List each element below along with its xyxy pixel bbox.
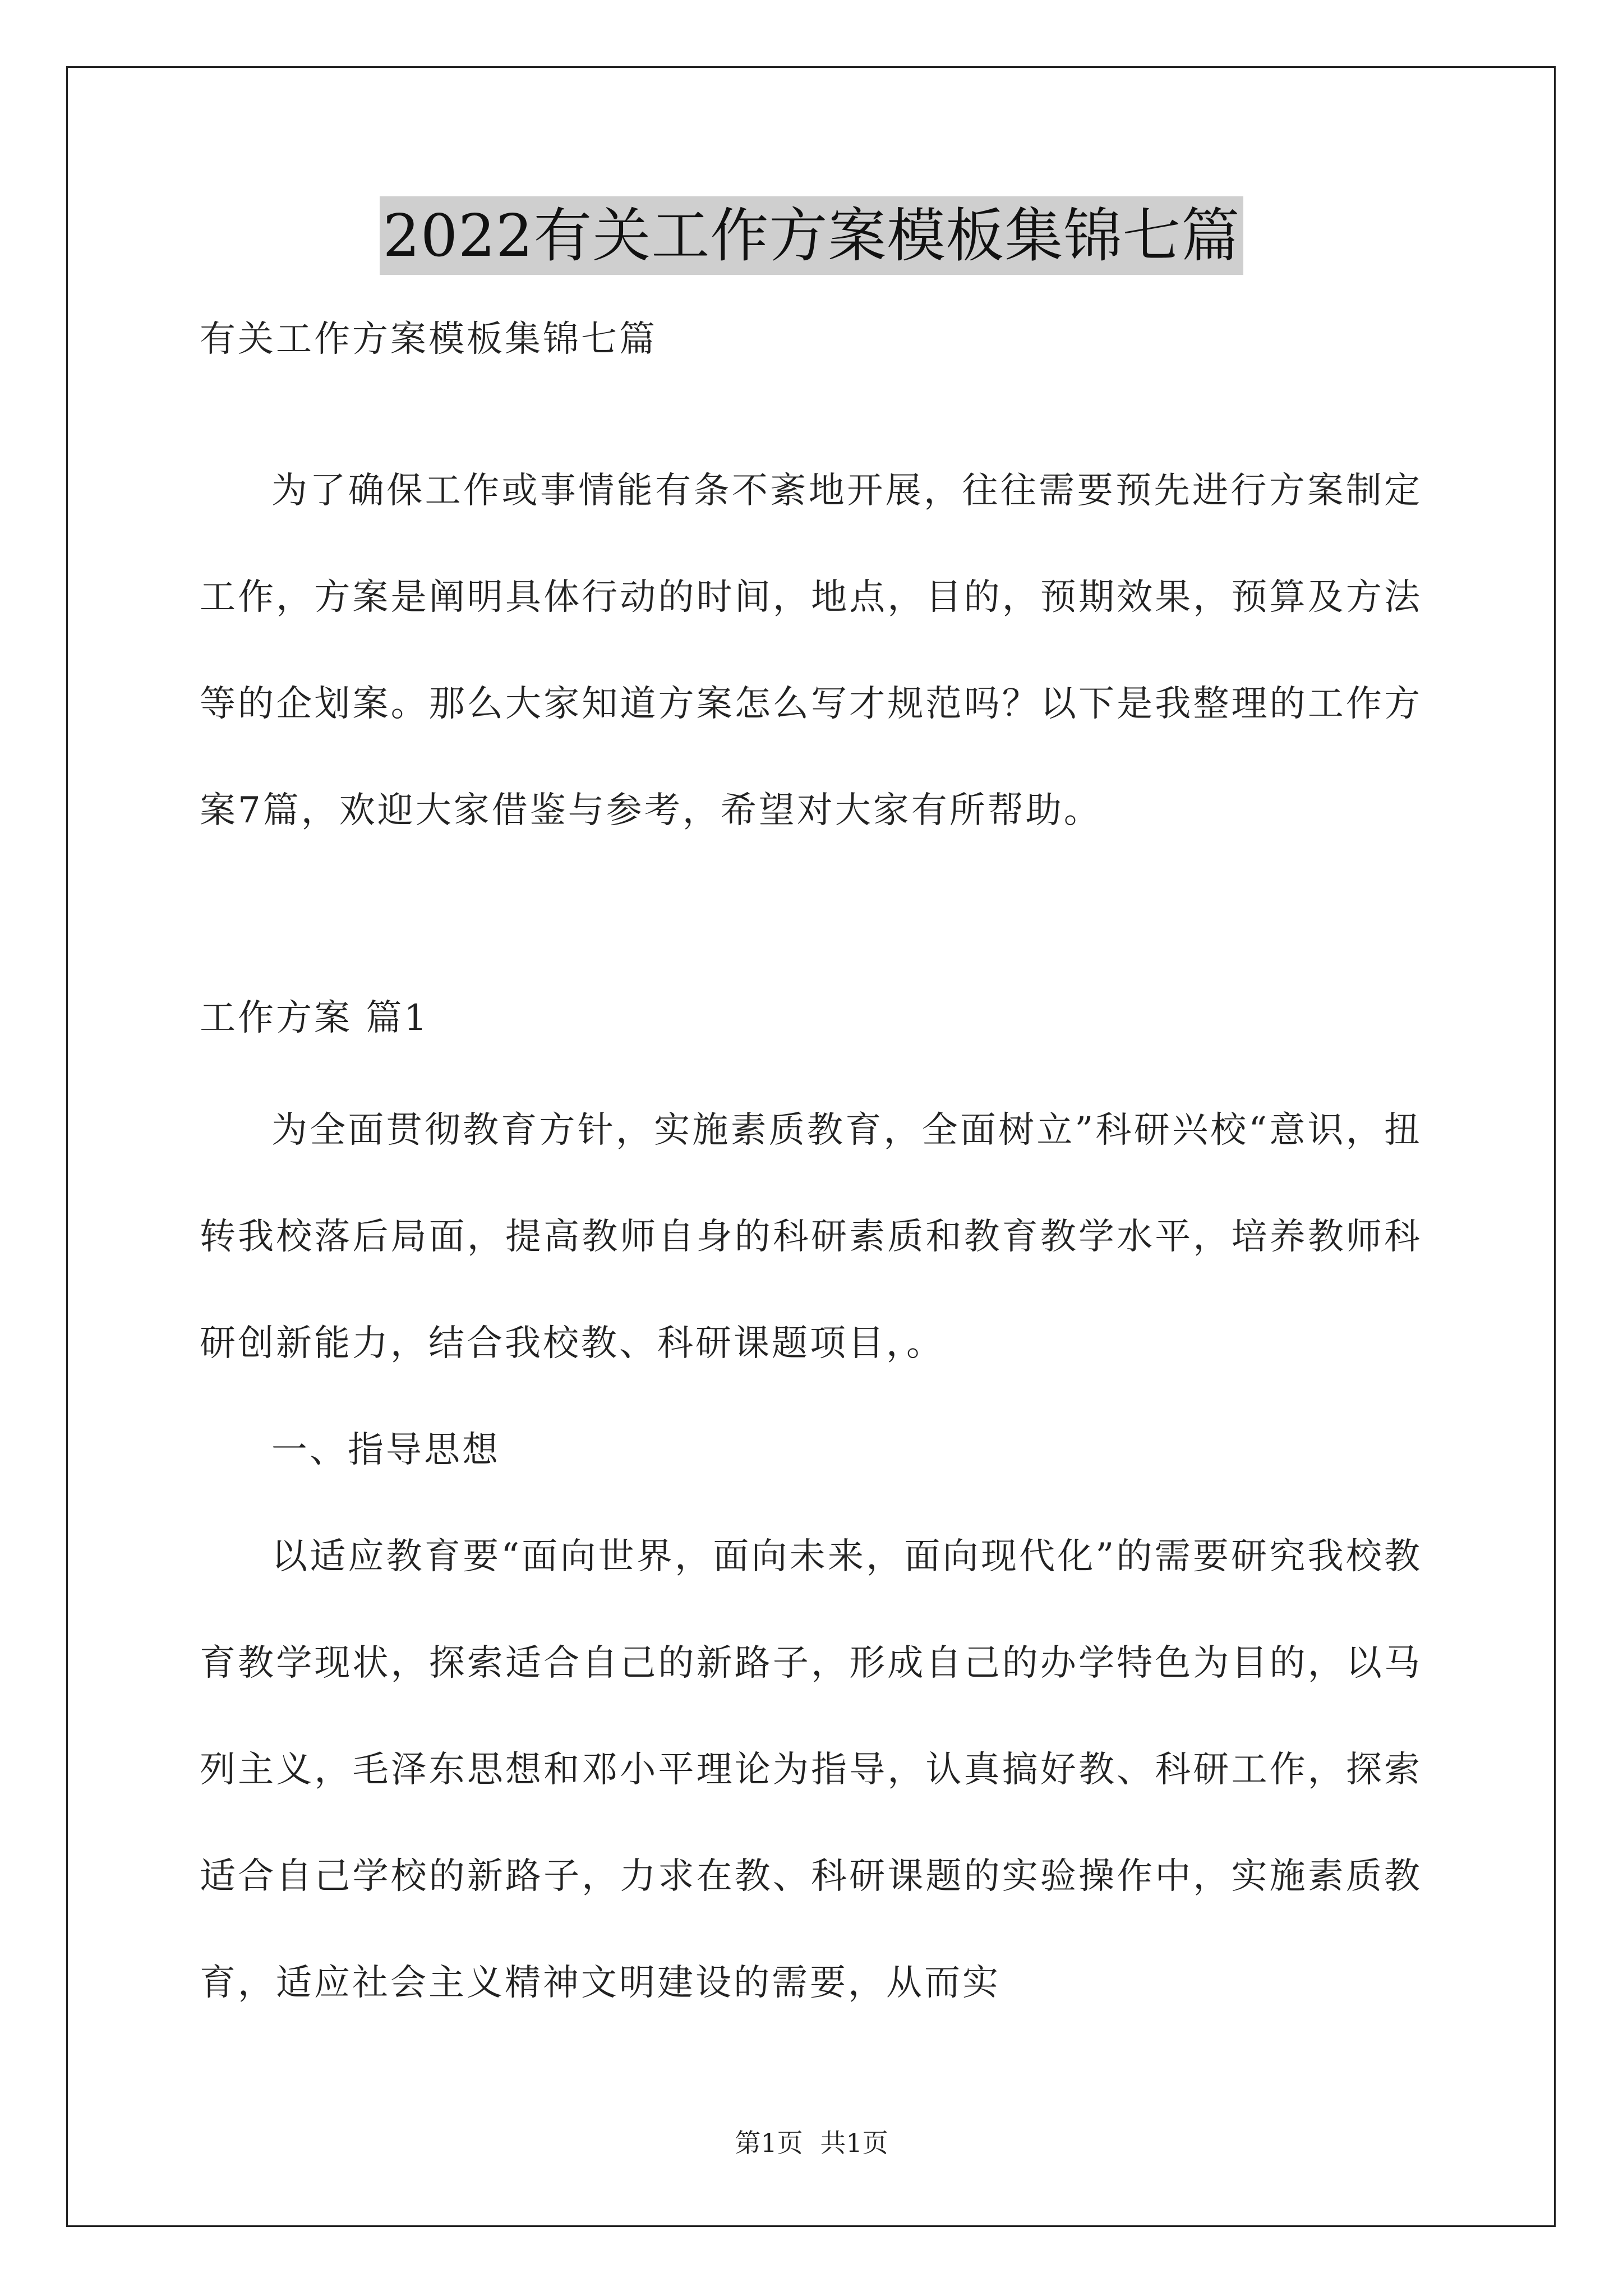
page-total: 共1页 (820, 2128, 888, 2158)
page-footer (0, 2126, 1623, 2160)
subsection-heading: 一、指导思想 (271, 1429, 500, 1471)
subsection-paragraph: 以适应教育要“面向世界，面向未来，面向现代化”的需要研究我校教育教学现状，探索适合自己的新路子，形成自己的办学特色为目的，以马列主义，毛泽东思想和邓小平理论为指导，认真搞好教、科研工作，探索适合自己学校的新路子，力求在教、科研课题的实验操作中，实施素质教育，适应社会主义精神文明建设的需要，从而实 (200, 1536, 1422, 2004)
page-number: 第1页 (735, 2128, 803, 2158)
document-title: 2022有关工作方案模板集锦七篇 (380, 196, 1244, 275)
section-paragraph: 为全面贯彻教育方针，实施素质教育，全面树立”科研兴校“意识，扭转我校落后局面，提高教师自身的科研素质和教育教学水平，培养教师科研创新能力，结合我校教、科研课题项目，。 (200, 1110, 1422, 1364)
title-container (0, 196, 1623, 275)
section-heading: 工作方案 篇1 (200, 997, 430, 1039)
intro-section (200, 438, 1422, 864)
section-body (200, 1077, 1422, 1397)
intro-paragraph: 为了确保工作或事情能有条不紊地开展，往往需要预先进行方案制定工作，方案是阐明具体行动的时间，地点，目的，预期效果，预算及方法等的企划案。那么大家知道方案怎么写才规范吗？以下是我整理的工作方案7篇，欢迎大家借鉴与参考，希望对大家有所帮助。 (200, 470, 1422, 831)
subsection-body (200, 1503, 1422, 2036)
document-subtitle: 有关工作方案模板集锦七篇 (200, 319, 657, 360)
subsection-heading-block (200, 1397, 1422, 1503)
